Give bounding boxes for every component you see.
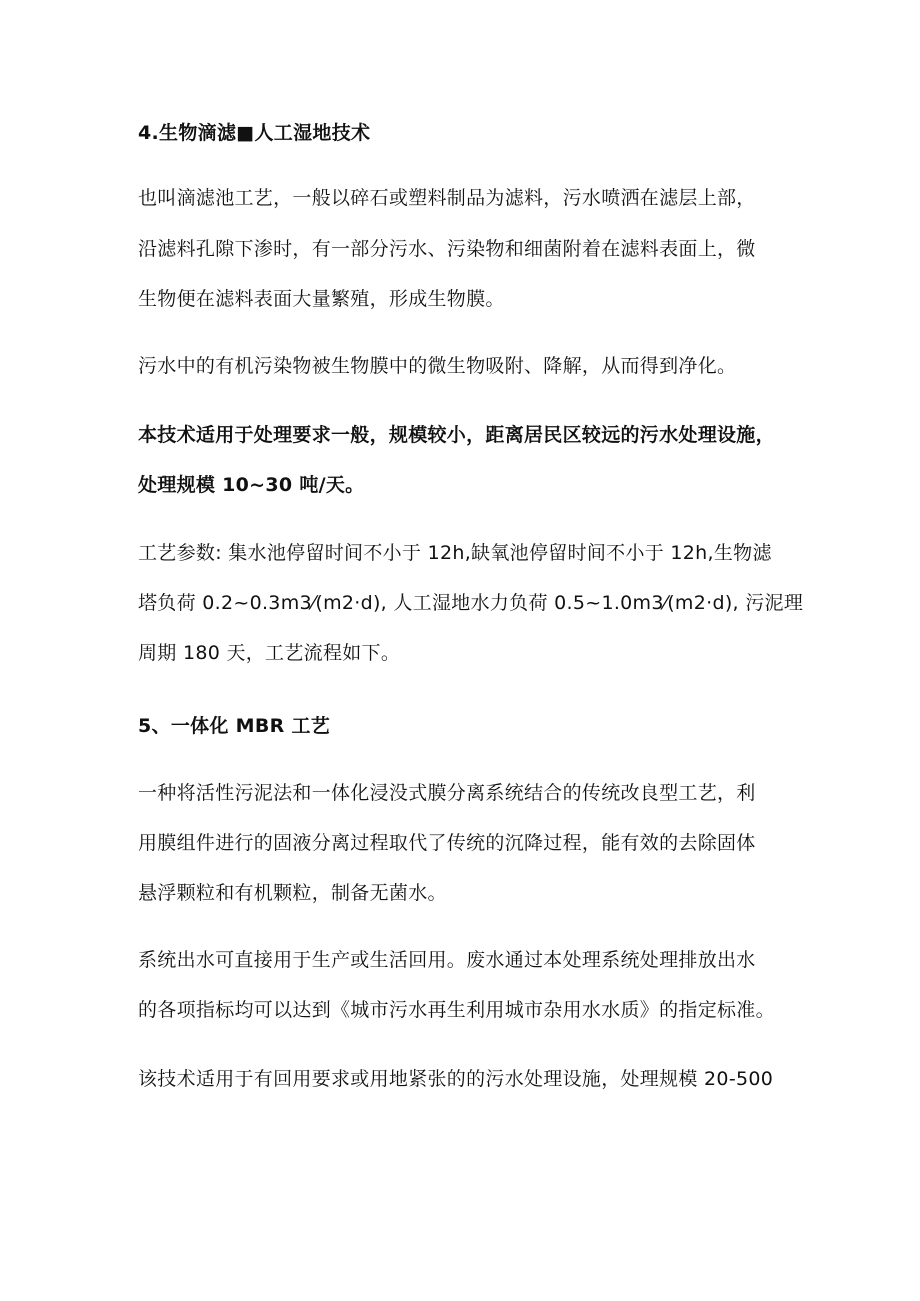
section-5-paragraph-1-line-3: 悬浮颗粒和有机颗粒，制备无菌水。 [138,882,447,904]
section-5-paragraph-1-line-1: 一种将活性污泥法和一体化浸没式膜分离系统结合的传统改良型工艺，利 [138,782,756,804]
section-4-paragraph-1-line-3: 生物便在滤料表面大量繁殖，形成生物膜。 [138,288,505,310]
section-5-paragraph-2-line-2: 的各项指标均可以达到《城市污水再生利用城市杂用水水质》的指定标准。 [138,999,775,1021]
section-5-paragraph-2-line-1: 系统出水可直接用于生产或生活回用。废水通过本处理系统处理排放出水 [138,949,756,971]
section-4-parameters-line-1: 工艺参数: 集水池停留时间不小于 12h,缺氧池停留时间不小于 12h,生物滤 [138,542,772,564]
section-5-heading: 5、一体化 MBR 工艺 [138,715,331,737]
section-4-scope-line-1: 本技术适用于处理要求一般，规模较小，距离居民区较远的污水处理设施， [138,424,775,446]
section-4-paragraph-2: 污水中的有机污染物被生物膜中的微生物吸附、降解，从而得到净化。 [138,355,737,377]
section-5-paragraph-1-line-2: 用膜组件进行的固液分离过程取代了传统的沉降过程，能有效的去除固体 [138,832,756,854]
section-4-paragraph-1-line-2: 沿滤料孔隙下渗时，有一部分污水、污染物和细菌附着在滤料表面上，微 [138,238,756,260]
section-4-parameters-line-2: 塔负荷 0.2~0.3m3⁄(m2·d), 人工湿地水力负荷 0.5~1.0m3⁄(m2·d), 污泥理 [138,592,804,614]
section-5-paragraph-3-line-1: 该技术适用于有回用要求或用地紧张的的污水处理设施，处理规模 20-500 [138,1068,774,1090]
section-4-heading: 4.生物滴滤■人工湿地技术 [138,122,371,144]
section-4-scope-line-2: 处理规模 10~30 吨/天。 [138,474,365,496]
section-4-parameters-line-3: 周期 180 天，工艺流程如下。 [138,642,401,664]
section-4-paragraph-1-line-1: 也叫滴滤池工艺，一般以碎石或塑料制品为滤料，污水喷洒在滤层上部， [138,187,756,209]
